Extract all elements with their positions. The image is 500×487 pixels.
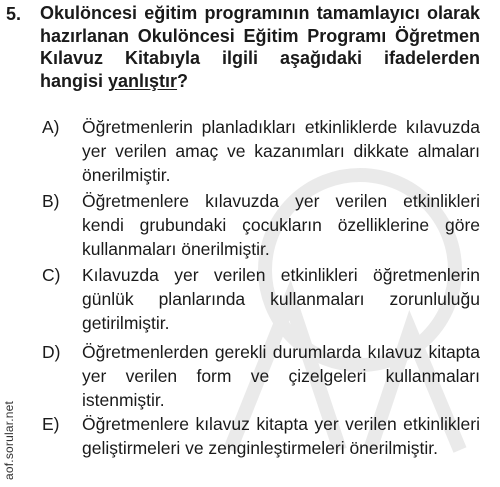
question-mark: ? xyxy=(177,70,189,91)
option-c-text: Kılavuzda yer verilen etkinlikleri öğretmenlerin günlük planlarında kullanmaları zorunluluğu getirilmiştir. xyxy=(82,265,480,333)
question-number: 5. xyxy=(6,4,22,24)
option-e-letter: E) xyxy=(42,414,60,434)
option-e-text: Öğretmenlere kılavuz kitapta yer verilen etkinlikleri geliştirmeleri ve zenginleştirmeleri önerilmiştir. xyxy=(82,414,480,458)
option-c-letter: C) xyxy=(42,265,61,285)
option-d-letter: D) xyxy=(42,342,61,362)
option-a-text: Öğretmenlerin planladıkları etkinliklerde kılavuzda yer verilen amaç ve kazanımları dikkate almaları önerilmiştir. xyxy=(82,117,480,185)
question-text-main: Okulöncesi eğitim programının tamamlayıcı olarak hazırlanan Okulöncesi Eğitim Programı Öğretmen Kılavuz Kitabıyla ilgili aşağıdaki ifadelerden hangisi xyxy=(40,3,480,91)
option-d-text: Öğretmenlerden gerekli durumlarda kılavuz kitapta yer verilen form ve çizelgeleri kullanmaları istenmiştir. xyxy=(82,342,480,410)
option-e[interactable] xyxy=(42,412,480,460)
option-b-letter: B) xyxy=(42,191,60,211)
option-d[interactable] xyxy=(42,340,480,412)
question-text xyxy=(40,2,480,92)
option-a[interactable] xyxy=(42,115,480,187)
question-keyword-underlined: yanlıştır xyxy=(108,70,178,91)
option-a-letter: A) xyxy=(42,117,60,137)
side-watermark-url: aof.sorular.net xyxy=(2,400,16,480)
option-c[interactable] xyxy=(42,263,480,335)
option-b-text: Öğretmenlere kılavuzda yer verilen etkinlikleri kendi grubundaki çocukların özelliklerine göre kullanmaları önerilmiştir. xyxy=(82,191,480,259)
option-b[interactable] xyxy=(42,189,480,261)
